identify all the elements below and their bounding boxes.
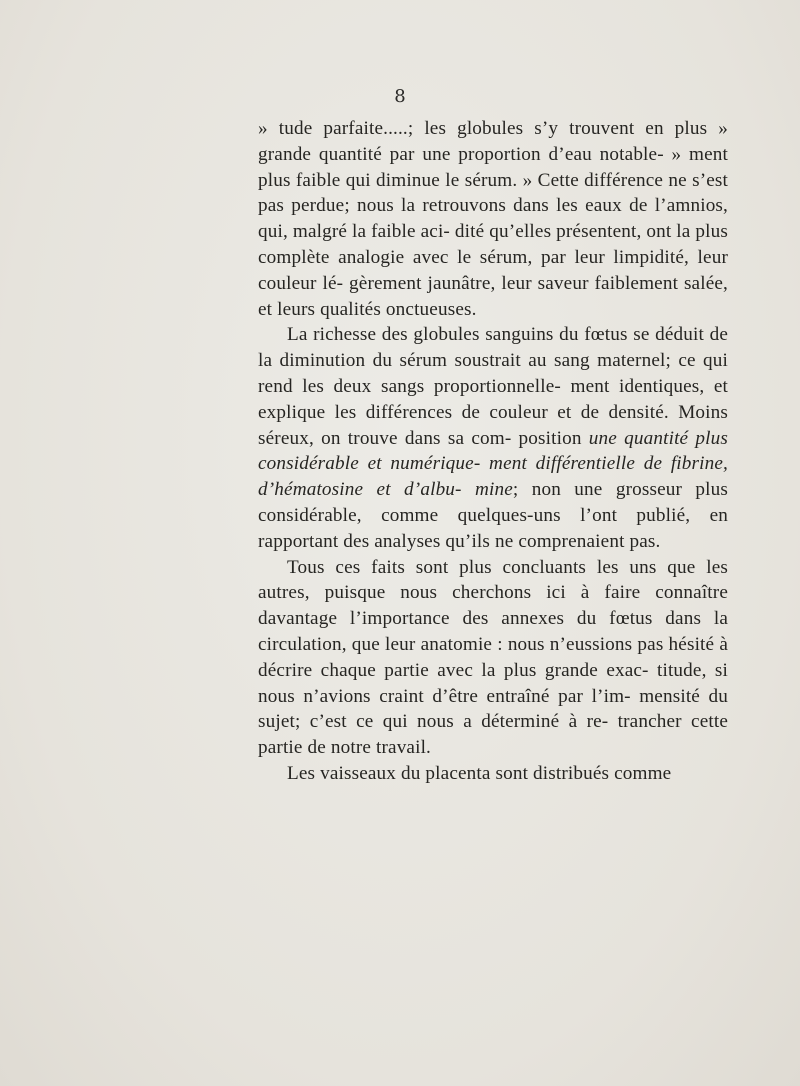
paragraph-2: [258, 322, 728, 554]
paragraph-2-text-b: ; non une grosseur plus considérable, comme quelques-uns l’ont publié, en rapportant des analyses qu’ils ne comprenaient pas.: [258, 479, 728, 552]
paragraph-2-italic: une quantité plus considérable et numérique- ment différentielle de fibrine, d’hématosine et d’albu- mine: [258, 427, 729, 501]
body-text: [258, 116, 728, 787]
page-number: 8: [394, 86, 406, 107]
paragraph-4: Les vaisseaux du placenta sont distribués comme: [287, 762, 672, 784]
paragraph-2-text-a: La richesse des globules sanguins du fœtus se déduit de la diminution du sérum soustrait au sang maternel; ce qui rend les deux sangs proportionnelle- ment identiques, et explique les différences de couleur et de densité. Moins séreux, on trouve dans sa com- position: [258, 324, 728, 449]
paragraph-1: » tude parfaite.....; les globules s’y trouvent en plus » grande quantité par une proportion d’eau notable- » ment plus faible qui diminue le sérum. » Cette différence ne s’est pas perdue; nous la retrouvons dans les eaux de l’amnios, qui, malgré la faible aci- dité qu’elles présentent, ont la plus complète analogie avec le sérum, par leur limpidité, leur couleur lé- gèrement jaunâtre, leur saveur faiblement salée, et leurs qualités onctueuses.: [258, 118, 728, 320]
paragraph-3: Tous ces faits sont plus concluants les uns que les autres, puisque nous cherchons ici à faire connaître davantage l’importance des annexes du fœtus dans la circulation, que leur anatomie : nous n’eussions pas hésité à décrire chaque partie avec la plus grande exac- titude, si nous n’avions craint d’être entraîné par l’im- mensité du sujet; c’est ce qui nous a déterminé à re- trancher cette partie de notre travail.: [258, 556, 728, 759]
